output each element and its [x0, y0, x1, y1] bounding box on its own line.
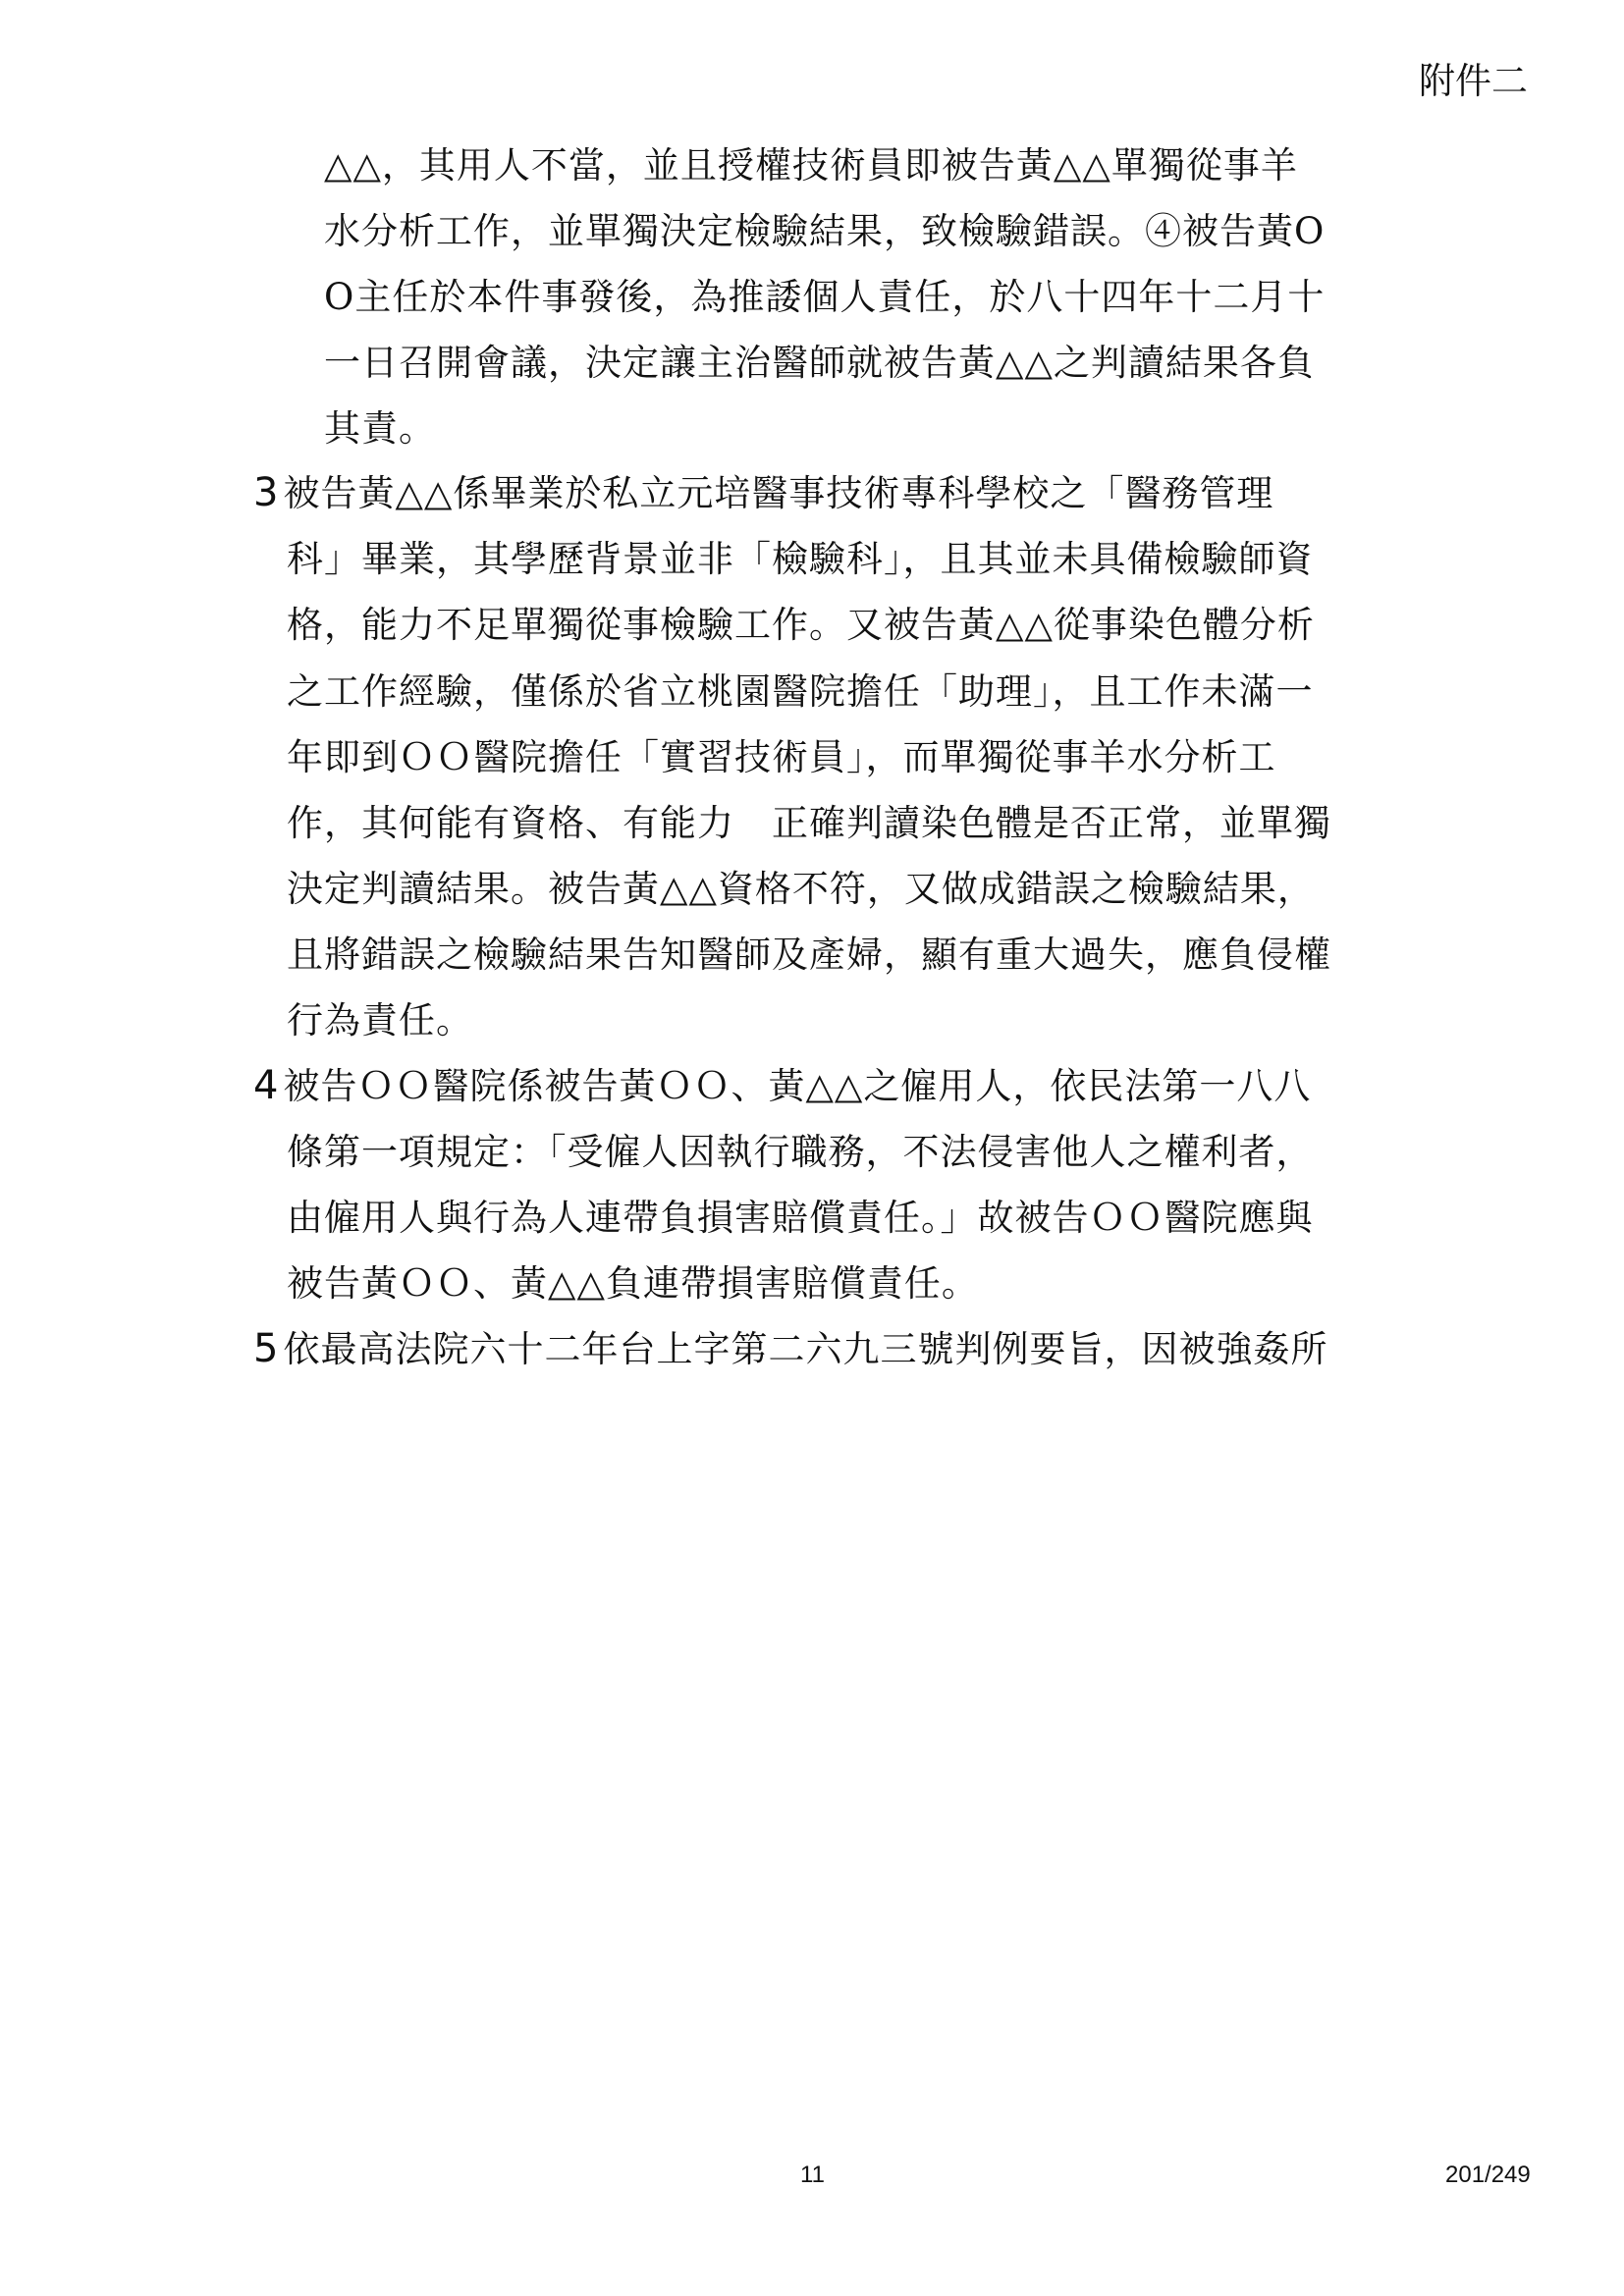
paragraph-line	[253, 469, 1273, 517]
attachment-label: 附件二	[1419, 60, 1528, 102]
paragraph-line: 水分析工作，並單獨決定檢驗結果，致檢驗錯誤。④被告黃O	[324, 210, 1326, 252]
paragraph-line: 科」畢業，其學歷背景並非「檢驗科」，且其並未具備檢驗師資	[287, 538, 1314, 580]
paragraph-line: 由僱用人與行為人連帶負損害賠償責任。」故被告ＯＯ醫院應與	[287, 1197, 1314, 1239]
item-number: 3	[253, 470, 280, 515]
paragraph-line	[253, 1325, 1327, 1373]
total-page-count: 201/249	[1445, 2162, 1531, 2188]
page-number: 11	[800, 2162, 825, 2188]
paragraph-line: 之工作經驗，僅係於省立桃園醫院擔任「助理」，且工作未滿一	[287, 670, 1314, 713]
line-text: 依最高法院六十二年台上字第二六九三號判例要旨，因被強姦所	[283, 1328, 1328, 1370]
paragraph-line: O主任於本件事發後，為推諉個人責任，於八十四年十二月十	[324, 276, 1326, 318]
paragraph-line: 行為責任。	[287, 999, 473, 1041]
paragraph-line	[253, 1062, 1311, 1110]
paragraph-line: 其責。	[324, 407, 436, 450]
paragraph-line: 被告黃ＯＯ、黃△△負連帶損害賠償責任。	[287, 1262, 979, 1305]
line-text: 被告黃△△係畢業於私立元培醫事技術專科學校之「醫務管理	[283, 472, 1274, 514]
item-number: 5	[253, 1326, 280, 1371]
paragraph-line: 格，能力不足單獨從事檢驗工作。又被告黃△△從事染色體分析	[287, 604, 1315, 646]
paragraph-line: 條第一項規定：「受僱人因執行職務，不法侵害他人之權利者，	[287, 1131, 1314, 1173]
paragraph-line: 決定判讀結果。被告黃△△資格不符，又做成錯誤之檢驗結果，	[287, 868, 1315, 910]
paragraph-line: △△，其用人不當，並且授權技術員即被告黃△△單獨從事羊	[324, 144, 1298, 187]
item-number: 4	[253, 1063, 280, 1108]
paragraph-line: 年即到ＯＯ醫院擔任「實習技術員」，而單獨從事羊水分析工	[287, 736, 1276, 778]
paragraph-line: 且將錯誤之檢驗結果告知醫師及產婦，顯有重大過失，應負侵權	[287, 934, 1331, 976]
paragraph-line: 一日召開會議，決定讓主治醫師就被告黃△△之判讀結果各負	[324, 342, 1315, 384]
paragraph-line: 作，其何能有資格、有能力 正確判讀染色體是否正常，並單獨	[287, 802, 1331, 844]
line-text: 被告ＯＯ醫院係被告黃ＯＯ、黃△△之僱用人，依民法第一八八	[283, 1065, 1312, 1107]
